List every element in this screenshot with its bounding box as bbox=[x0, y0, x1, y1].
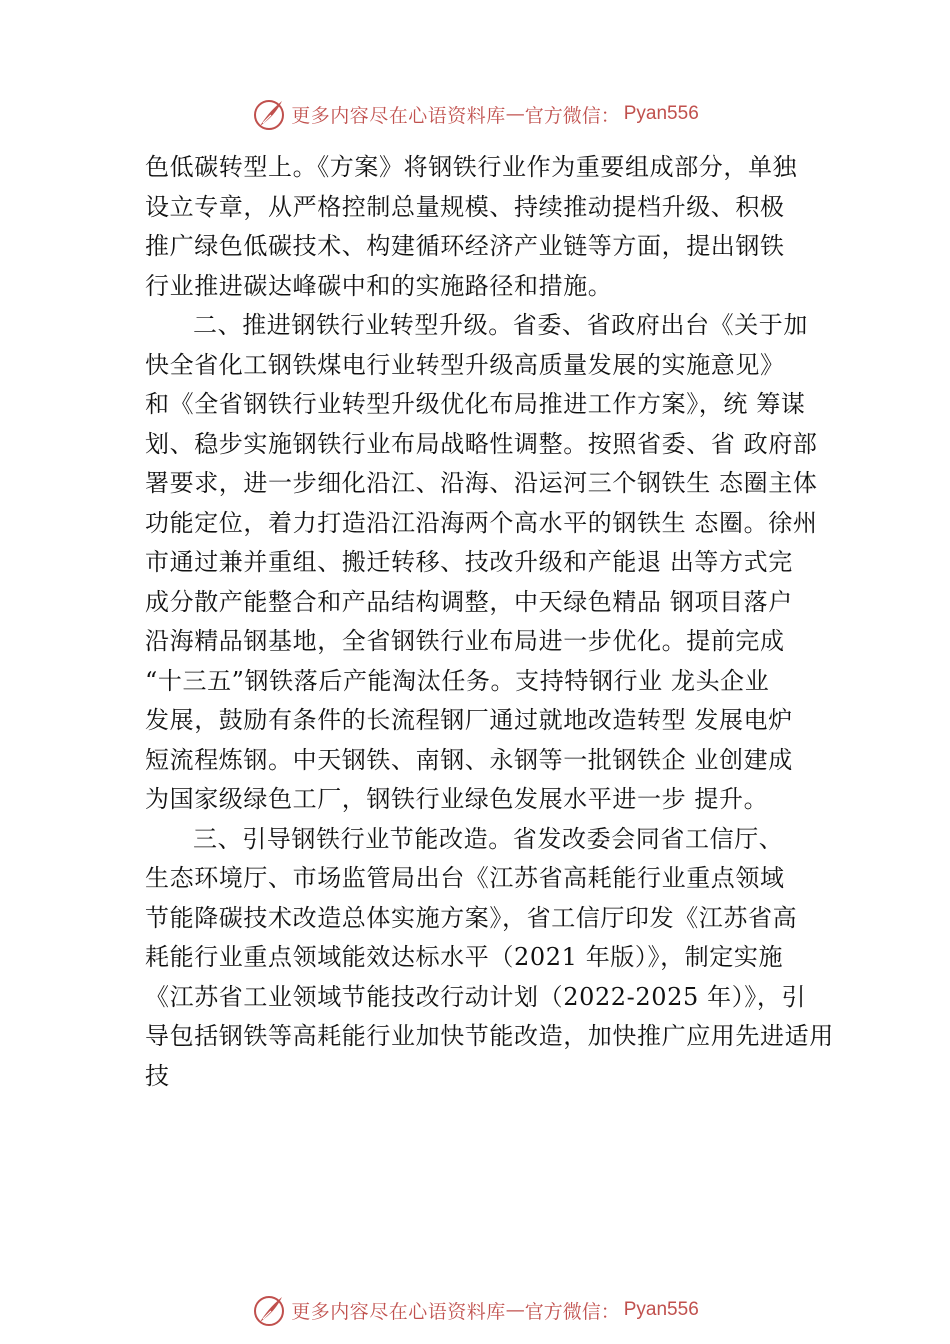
header-site-text: 更多内容尽在心语资料库 bbox=[291, 104, 506, 127]
body-line: “十三五”钢铁落后产能淘汰任务。支持特钢行业 龙头企业 bbox=[145, 666, 770, 695]
quill-logo-icon bbox=[251, 96, 287, 132]
footer-wechat-label: 官方微信： bbox=[524, 1300, 620, 1323]
body-line: 耗能行业重点领域能效达标水平（2021 年版）》，制定实施 bbox=[145, 943, 784, 971]
header-separator: — bbox=[505, 103, 525, 125]
quill-logo-icon bbox=[251, 1292, 287, 1328]
body-line: 市通过兼并重组、搬迁转移、技改升级和产能退 出等方式完 bbox=[145, 548, 793, 576]
footer-site-text: 更多内容尽在心语资料库 bbox=[291, 1300, 506, 1323]
body-line: 导包括钢铁等高耗能行业加快节能改造，加快推广应用先进适用 bbox=[145, 1022, 834, 1050]
body-line: 色低碳转型上。《方案》将钢铁行业作为重要组成部分，单独 bbox=[145, 153, 798, 181]
paragraph-heading-line: 二、推进钢铁行业转型升级。省委、省政府出台《关于加 bbox=[193, 311, 808, 339]
body-line: 沿海精品钢基地，全省钢铁行业布局进一步优化。提前完成 bbox=[145, 627, 785, 655]
footer-separator: — bbox=[505, 1299, 525, 1321]
header-wechat-id: Pyan556 bbox=[623, 103, 699, 124]
paragraph-heading-line: 三、引导钢铁行业节能改造。省发改委会同省工信厅、 bbox=[193, 824, 784, 853]
body-line: 短流程炼钢。中天钢铁、南钢、永钢等一批钢铁企 业创建成 bbox=[145, 745, 793, 774]
body-line: 划、稳步实施钢铁行业布局战略性调整。按照省委、省 政府部 bbox=[145, 429, 818, 458]
body-line: 推广绿色低碳技术、构建循环经济产业链等方面，提出钢铁 bbox=[145, 232, 785, 260]
body-line: 行业推进碳达峰碳中和的实施路径和措施。 bbox=[145, 271, 613, 300]
body-line: 快全省化工钢铁煤电行业转型升级高质量发展的实施意见》 bbox=[145, 350, 785, 379]
body-line: 生态环境厅、市场监管局出台《江苏省高耗能行业重点领域 bbox=[145, 864, 785, 892]
body-line: 功能定位，着力打造沿江沿海两个高水平的钢铁生 态圈。徐州 bbox=[145, 508, 818, 537]
body-line: 署要求，进一步细化沿江、沿海、沿运河三个钢铁生 态圈主体 bbox=[145, 469, 818, 497]
body-line: 《江苏省工业领域节能技改行动计划（2022-2025 年）》，引 bbox=[145, 982, 807, 1011]
body-line: 节能降碳技术改造总体实施方案》，省工信厅印发《江苏省高 bbox=[145, 903, 798, 932]
body-line: 设立专章，从严格控制总量规模、持续推动提档升级、积极 bbox=[145, 192, 785, 221]
body-line: 成分散产能整合和产品结构调整，中天绿色精品 钢项目落户 bbox=[145, 587, 793, 616]
footer-banner bbox=[0, 1290, 950, 1330]
body-line: 技 bbox=[145, 1061, 170, 1090]
body-line: 和《全省钢铁行业转型升级优化布局推进工作方案》，统 筹谋 bbox=[145, 390, 806, 418]
body-line: 发展，鼓励有条件的长流程钢厂通过就地改造转型 发展电炉 bbox=[145, 706, 793, 734]
header-banner bbox=[0, 94, 950, 134]
document-body bbox=[145, 148, 845, 1096]
footer-wechat-id: Pyan556 bbox=[623, 1299, 699, 1320]
body-line: 为国家级绿色工厂，钢铁行业绿色发展水平进一步 提升。 bbox=[145, 785, 769, 813]
header-wechat-label: 官方微信： bbox=[524, 104, 620, 127]
